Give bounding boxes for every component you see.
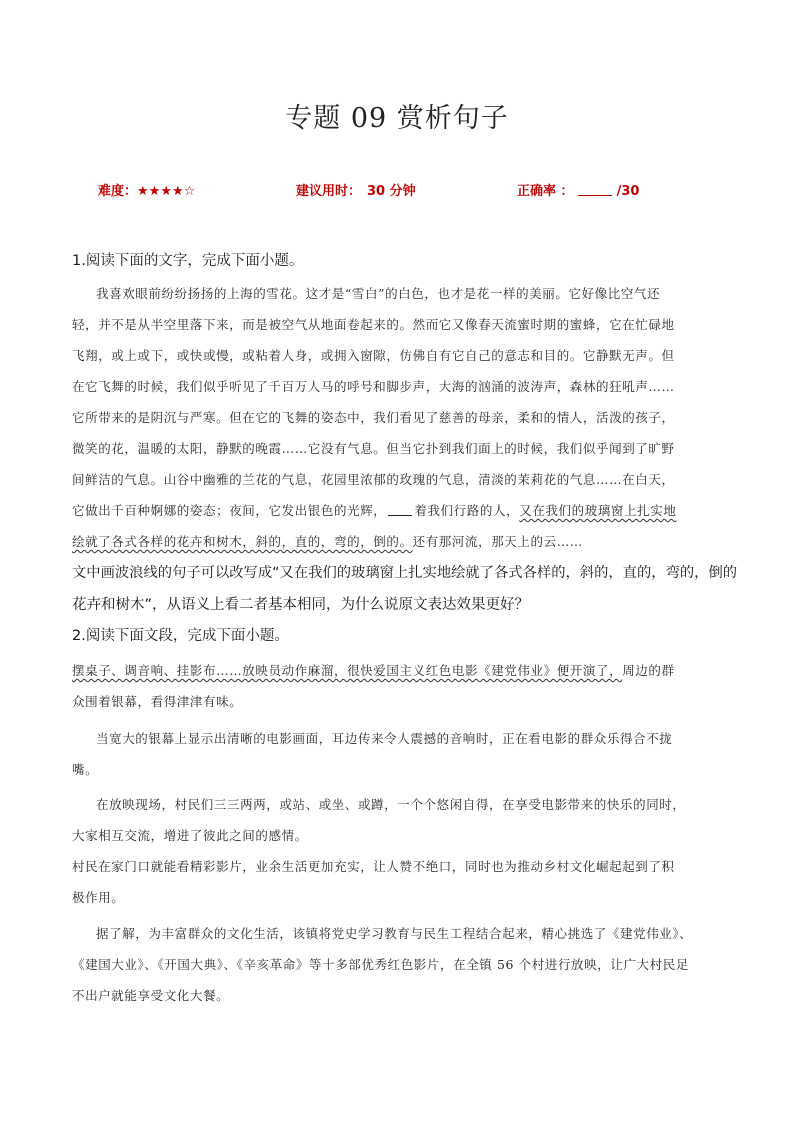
q2-header: 2.阅读下面文段，完成下面小题。 [72, 628, 289, 644]
q1-question-line: 花卉和树木”，从语义上看二者基本相同，为什么说原文表达效果更好？ [72, 597, 530, 613]
q1-fill-blank[interactable] [388, 504, 412, 516]
q1-wavy-sentence-start: 又在我们的玻璃窗上扎实地 [519, 503, 677, 518]
difficulty-field [98, 180, 195, 199]
q2-line1-after: 周边的群 [622, 663, 675, 678]
time-value: 30 分钟 [367, 184, 416, 199]
difficulty-label: 难度： [98, 184, 138, 199]
q2-para-line: 不出户就能享受文化大餐。 [72, 988, 230, 1003]
q1-para-line: 飞翔，或上或下，或快或慢，或粘着人身，或拥入窗隙，仿佛自有它自己的意志和目的。它静默无声。但 [72, 348, 675, 363]
q1-para-line-9 [72, 532, 583, 550]
q2-para-line: 据了解，为丰富群众的文化生活，该镇将党史学习教育与民生工程结合起来，精心挑选了《建党伟业》、 [96, 926, 693, 941]
q1-para-line: 在它飞舞的时候，我们似乎听见了千百万人马的呼号和脚步声，大海的汹涌的波涛声，森林的狂吼声…… [72, 379, 675, 394]
q2-wavy-sentence: 摆桌子、调音响、挂影布……放映员动作麻溜，很快爱国主义红色电影《建党伟业》便开演了， [72, 663, 623, 678]
q2-para-line: 嘴。 [72, 762, 99, 777]
q1-line8-middle: 着我们行路的人， [414, 503, 520, 518]
q1-header: 1.阅读下面的文字，完成下面小题。 [72, 253, 304, 269]
q2-para-line-1 [72, 661, 675, 679]
accuracy-label: 正确率 ： [517, 184, 574, 199]
q1-para-line: 我喜欢眼前纷纷扬扬的上海的雪花。这才是“雪白”的白色，也才是花一样的美丽。它好像比空气还 [96, 286, 661, 301]
q2-para-line: 村民在家门口就能看精彩影片，业余生活更加充实，让人赞不绝口，同时也为推动乡村文化崛起起到了积 [72, 859, 675, 874]
q2-para-line: 极作用。 [72, 890, 125, 905]
accuracy-blank[interactable] [578, 183, 612, 196]
q1-wavy-sentence-end: 绘就了各式各样的花卉和树木，斜的，直的，弯的，倒的。 [72, 534, 413, 549]
q1-para-line: 间鲜洁的气息。山谷中幽雅的兰花的气息，花园里浓郁的玫瑰的气息，清淡的茉莉花的气息……在白天， [72, 472, 675, 487]
q1-para-line: 微笑的花，温暖的太阳，静默的晚霞……它没有气息。但当它扑到我们面上的时候，我们似乎闻到了旷野 [72, 441, 675, 456]
q2-para-line: 众围着银幕，看得津津有味。 [72, 694, 243, 709]
q2-para-line: 在放映现场，村民们三三两两，或站、或坐、或蹲，一个个悠闲自得，在享受电影带来的快乐的同时， [96, 797, 686, 812]
accuracy-total: /30 [616, 184, 640, 199]
q1-para-line: 它所带来的是阴沉与严寒。但在它的飞舞的姿态中，我们看见了慈善的母亲，柔和的情人，活泼的孩子， [72, 410, 675, 425]
difficulty-stars: ★★★★☆ [137, 184, 196, 199]
q2-para-line: 当宽大的银幕上显示出清晰的电影画面，耳边传来令人震撼的音响时，正在看电影的群众乐得合不拢 [96, 731, 673, 746]
q2-para-line: 大家相互交流，增进了彼此之间的感情。 [72, 828, 308, 843]
page-title: 专题 09 赏析句子 [285, 103, 509, 134]
q2-para-line: 《建国大业》、《开国大典》、《辛亥革命》等十多部优秀红色影片，在全镇 56 个村进行放映，让广大村民足 [72, 957, 689, 972]
q1-question-line: 文中画波浪线的句子可以改写成“又在我们的玻璃窗上扎实地绘就了各式各样的，斜的，直的，弯的，倒的 [72, 565, 738, 581]
time-label: 建议用时： [296, 184, 362, 199]
accuracy-field [517, 180, 639, 199]
time-field [296, 180, 416, 199]
q1-para-line-8 [72, 501, 676, 519]
q1-para-line: 轻，并不是从半空里落下来，而是被空气从地面卷起来的。然而它又像春天流蜜时期的蜜蜂，它在忙碌地 [72, 317, 675, 332]
q1-line8-before: 它做出千百种婀娜的姿态；夜间，它发出银色的光辉， [72, 503, 387, 518]
q1-line9-after: 还有那河流，那天上的云…… [412, 534, 583, 549]
